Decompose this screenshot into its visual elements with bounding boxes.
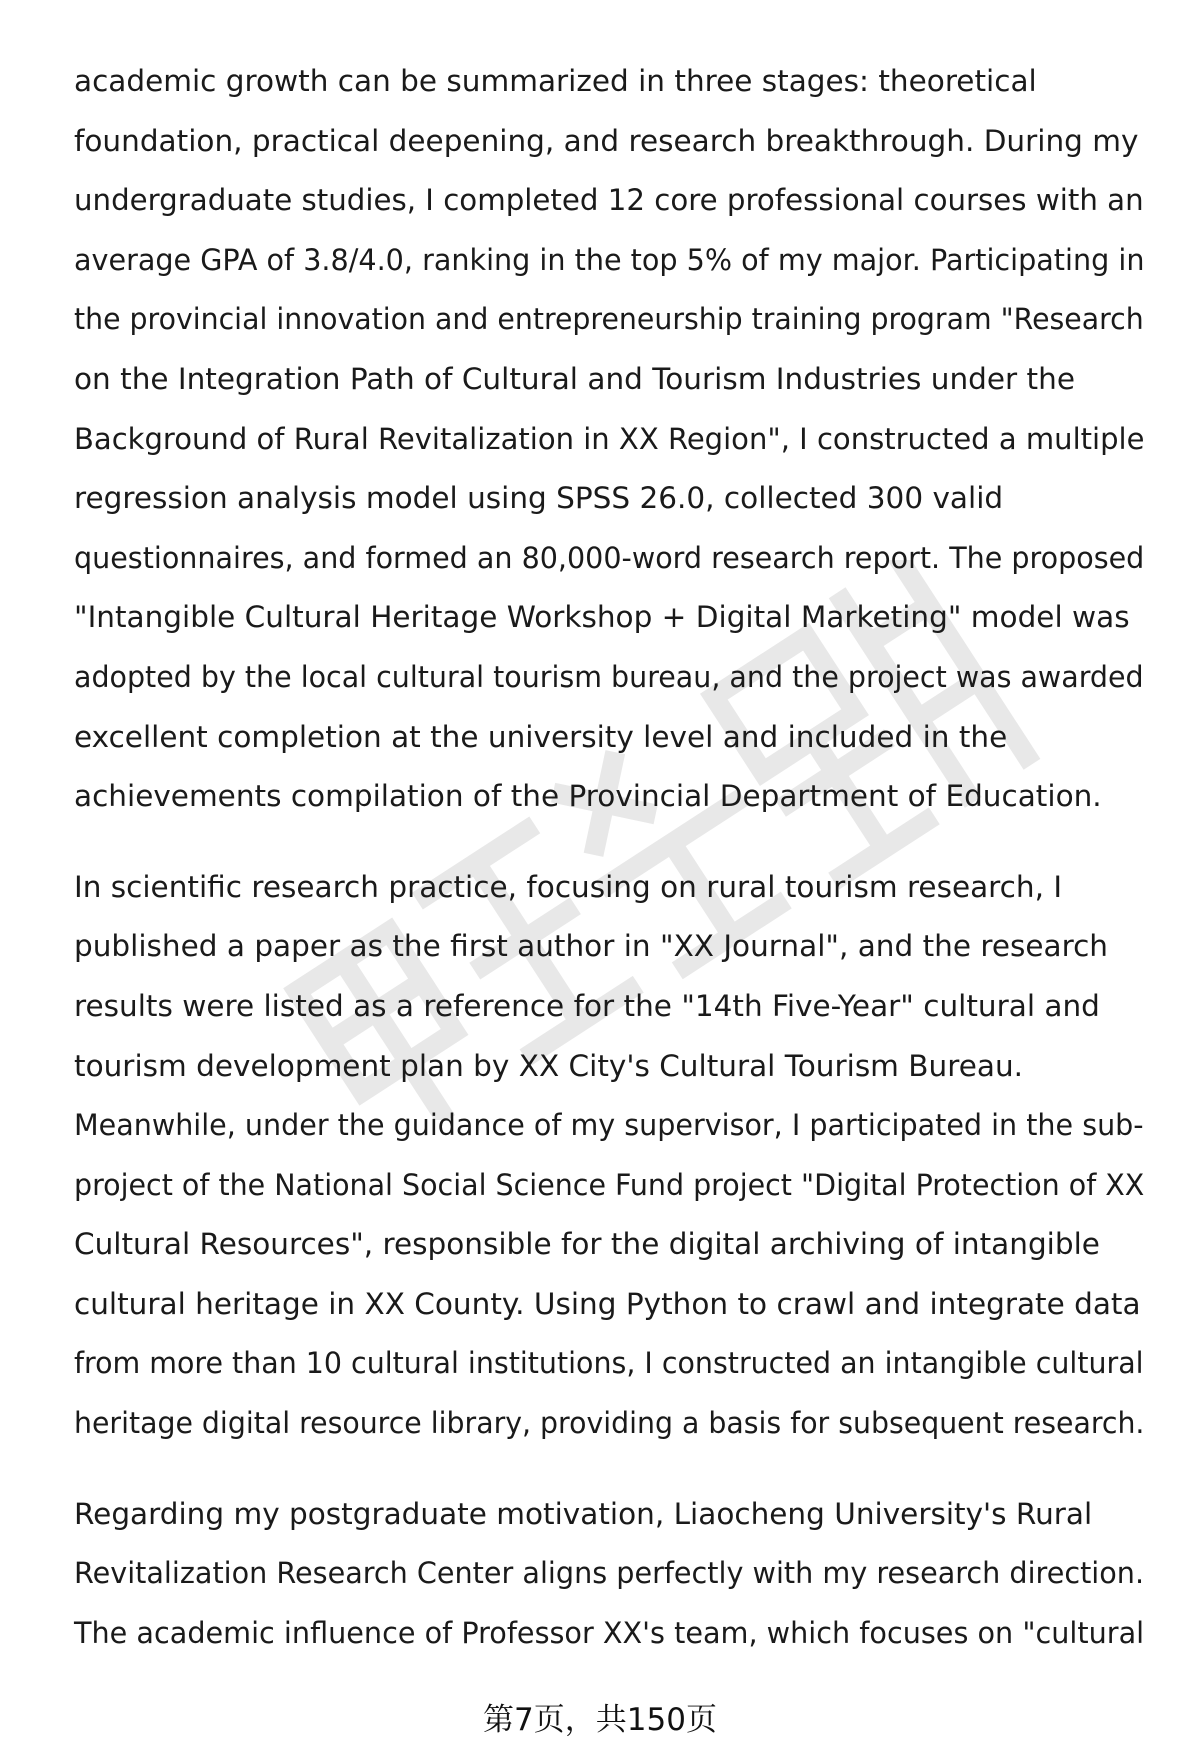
text-line: average GPA of 3.8/4.0, ranking in the top 5% of my major. Participating in	[74, 242, 1145, 277]
text-line: tourism development plan by XX City's Cultural Tourism Bureau.	[74, 1048, 1024, 1083]
text-line: cultural heritage in XX County. Using Python to crawl and integrate data	[74, 1286, 1141, 1321]
text-line: achievements compilation of the Provincial Department of Education.	[74, 779, 1102, 814]
text-line: In scientific research practice, focusing on rural tourism research, I	[74, 869, 1063, 904]
text-line: adopted by the local cultural tourism bureau, and the project was awarded	[74, 659, 1144, 694]
text-line: regression analysis model using SPSS 26.0, collected 300 valid	[74, 481, 1004, 516]
text-line: Regarding my postgraduate motivation, Liaocheng University's Rural	[74, 1496, 1093, 1531]
text-line: heritage digital resource library, providing a basis for subsequent research.	[74, 1406, 1145, 1441]
text-line: academic growth can be summarized in three stages: theoretical	[74, 64, 1037, 98]
body-text	[74, 52, 1154, 1663]
text-line: questionnaires, and formed an 80,000-word research report. The proposed	[74, 540, 1145, 575]
text-line: The academic influence of Professor XX's team, which focuses on "cultural	[74, 1615, 1145, 1650]
text-line: Revitalization Research Center aligns perfectly with my research direction.	[74, 1556, 1145, 1591]
paragraph-academic-growth	[74, 52, 1154, 827]
paragraph-postgraduate-motivation	[74, 1485, 1154, 1664]
text-line: on the Integration Path of Cultural and Tourism Industries under the	[74, 361, 1075, 396]
text-line: Background of Rural Revitalization in XX Region", I constructed a multiple	[74, 421, 1145, 456]
text-line: undergraduate studies, I completed 12 core professional courses with an	[74, 183, 1144, 218]
text-line: Meanwhile, under the guidance of my supervisor, I participated in the sub-	[74, 1108, 1144, 1143]
text-line: excellent completion at the university level and included in the	[74, 719, 1008, 754]
text-line: foundation, practical deepening, and research breakthrough. During my	[74, 123, 1139, 158]
text-line: published a paper as the first author in "XX Journal", and the research	[74, 929, 1108, 964]
text-line: the provincial innovation and entrepreneurship training program "Research	[74, 302, 1144, 337]
text-line: from more than 10 cultural institutions, I constructed an intangible cultural	[74, 1346, 1144, 1381]
paragraph-research-practice	[74, 858, 1154, 1454]
text-line: "Intangible Cultural Heritage Workshop + Digital Marketing" model was	[74, 600, 1130, 635]
text-line: Cultural Resources", responsible for the digital archiving of intangible	[74, 1227, 1100, 1262]
text-line: results were listed as a reference for the "14th Five-Year" cultural and	[74, 988, 1100, 1023]
page-number-footer: 第7页，共150页	[483, 1702, 717, 1738]
text-line: project of the National Social Science Fund project "Digital Protection of XX	[74, 1167, 1145, 1202]
